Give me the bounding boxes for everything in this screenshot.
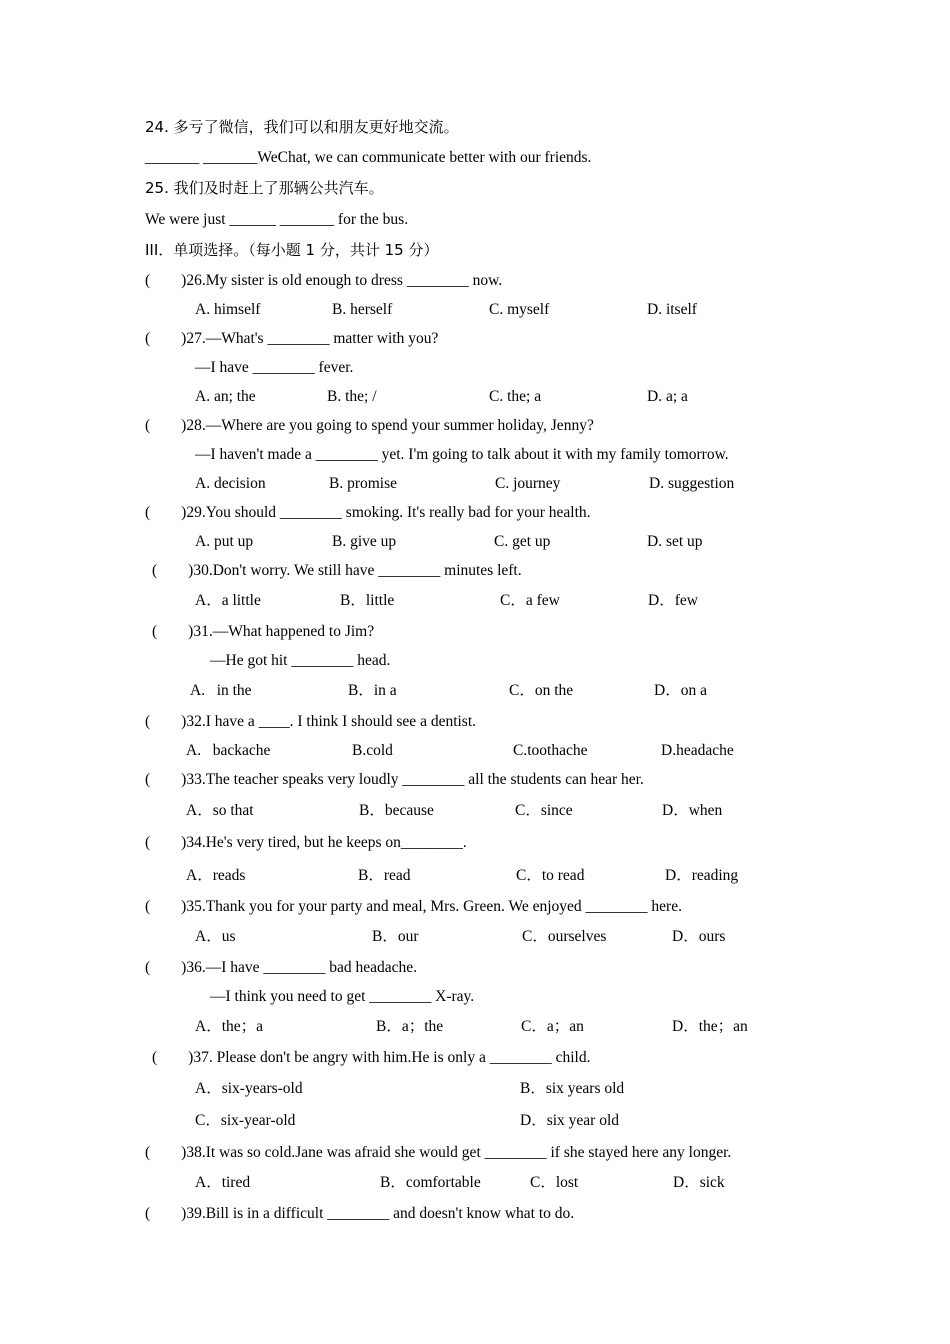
option-33-b: B．because [359, 802, 434, 819]
question-stem-27: ( )27.—What's ________ matter with you? [145, 330, 439, 347]
option-26-a: A. himself [195, 301, 261, 318]
option-30-a: A．a little [195, 592, 261, 609]
option-30-c: C．a few [500, 592, 560, 609]
option-36-b: B．a；the [376, 1018, 444, 1035]
option-26-c: C. myself [489, 301, 550, 318]
option-32-b: B.cold [352, 742, 393, 759]
option-35-b: B．our [372, 928, 419, 945]
option-30-b: B．little [340, 592, 395, 609]
option-35-c: C．ourselves [522, 928, 607, 945]
question-stem-38: ( )38.It was so cold.Jane was afraid she would get ________ if she stayed here any longer. [145, 1144, 732, 1161]
option-26-b: B. herself [332, 301, 393, 318]
option-29-c: C. get up [494, 533, 551, 550]
question-stem-29: ( )29.You should ________ smoking. It's really bad for your health. [145, 504, 591, 521]
option-34-d: D．reading [665, 867, 739, 884]
section-heading: III．单项选择。（每小题 1 分，共计 15 分） [145, 241, 439, 259]
option-34-c: C．to read [516, 867, 585, 884]
option-29-a: A. put up [195, 533, 254, 550]
question-stem-33: ( )33.The teacher speaks very loudly ________ all the students can hear her. [145, 771, 644, 788]
question-stem-35: ( )35.Thank you for your party and meal, Mrs. Green. We enjoyed ________ here. [145, 898, 682, 915]
option-28-a: A. decision [195, 475, 266, 492]
option-29-d: D. set up [647, 533, 703, 550]
question-reply-28: —I haven't made a ________ yet. I'm going to talk about it with my family tomorrow. [195, 446, 729, 463]
option-37-b: B．six years old [520, 1080, 625, 1097]
option-37-c: C．six-year-old [195, 1112, 296, 1129]
option-28-c: C. journey [495, 475, 561, 492]
option-38-a: A．tired [195, 1174, 251, 1191]
translation-prompt-24: 24. 多亏了微信，我们可以和朋友更好地交流。 [145, 118, 459, 136]
option-38-c: C．lost [530, 1174, 579, 1191]
question-reply-27: —I have ________ fever. [195, 359, 354, 376]
question-stem-37: ( )37. Please don't be angry with him.He is only a ________ child. [152, 1049, 591, 1066]
option-37-a: A．six-years-old [195, 1080, 303, 1097]
option-36-d: D．the；an [672, 1018, 748, 1035]
option-38-b: B．comfortable [380, 1174, 481, 1191]
option-26-d: D. itself [647, 301, 697, 318]
question-reply-31: —He got hit ________ head. [210, 652, 391, 669]
option-32-c: C.toothache [513, 742, 588, 759]
question-reply-36: —I think you need to get ________ X-ray. [210, 988, 475, 1005]
option-28-b: B. promise [329, 475, 398, 492]
question-stem-30: ( )30.Don't worry. We still have ________ minutes left. [152, 562, 522, 579]
option-32-a: A. backache [186, 742, 271, 759]
option-32-d: D.headache [661, 742, 734, 759]
option-31-b: B．in a [348, 682, 397, 699]
option-31-c: C．on the [509, 682, 574, 699]
option-37-d: D．six year old [520, 1112, 620, 1129]
option-33-c: C．since [515, 802, 573, 819]
option-27-c: C. the; a [489, 388, 542, 405]
option-35-a: A．us [195, 928, 236, 945]
option-36-a: A．the；a [195, 1018, 264, 1035]
option-38-d: D．sick [673, 1174, 725, 1191]
question-stem-36: ( )36.—I have ________ bad headache. [145, 959, 418, 976]
option-33-d: D．when [662, 802, 723, 819]
option-33-a: A．so that [186, 802, 254, 819]
option-34-b: B．read [358, 867, 411, 884]
option-35-d: D．ours [672, 928, 726, 945]
translation-prompt-25: 25. 我们及时赶上了那辆公共汽车。 [145, 179, 384, 197]
option-27-a: A. an; the [195, 388, 256, 405]
question-stem-32: ( )32.I have a ____. I think I should see a dentist. [145, 713, 477, 730]
translation-answer-24: _______ _______WeChat, we can communicate better with our friends. [145, 149, 592, 166]
question-stem-28: ( )28.—Where are you going to spend your summer holiday, Jenny? [145, 417, 594, 434]
question-stem-34: ( )34.He's very tired, but he keeps on________. [145, 834, 467, 851]
option-30-d: D．few [648, 592, 698, 609]
question-stem-26: ( )26.My sister is old enough to dress ________ now. [145, 272, 503, 289]
option-29-b: B. give up [332, 533, 397, 550]
option-34-a: A．reads [186, 867, 246, 884]
question-stem-31: ( )31.—What happened to Jim? [152, 623, 375, 640]
translation-answer-25: We were just ______ _______ for the bus. [145, 211, 409, 228]
option-27-d: D. a; a [647, 388, 688, 405]
question-stem-39: ( )39.Bill is in a difficult ________ and doesn't know what to do. [145, 1205, 575, 1222]
option-31-a: A. in the [190, 682, 252, 699]
option-28-d: D. suggestion [649, 475, 735, 492]
option-31-d: D．on a [654, 682, 707, 699]
option-27-b: B. the; / [327, 388, 377, 405]
option-36-c: C．a；an [521, 1018, 584, 1035]
